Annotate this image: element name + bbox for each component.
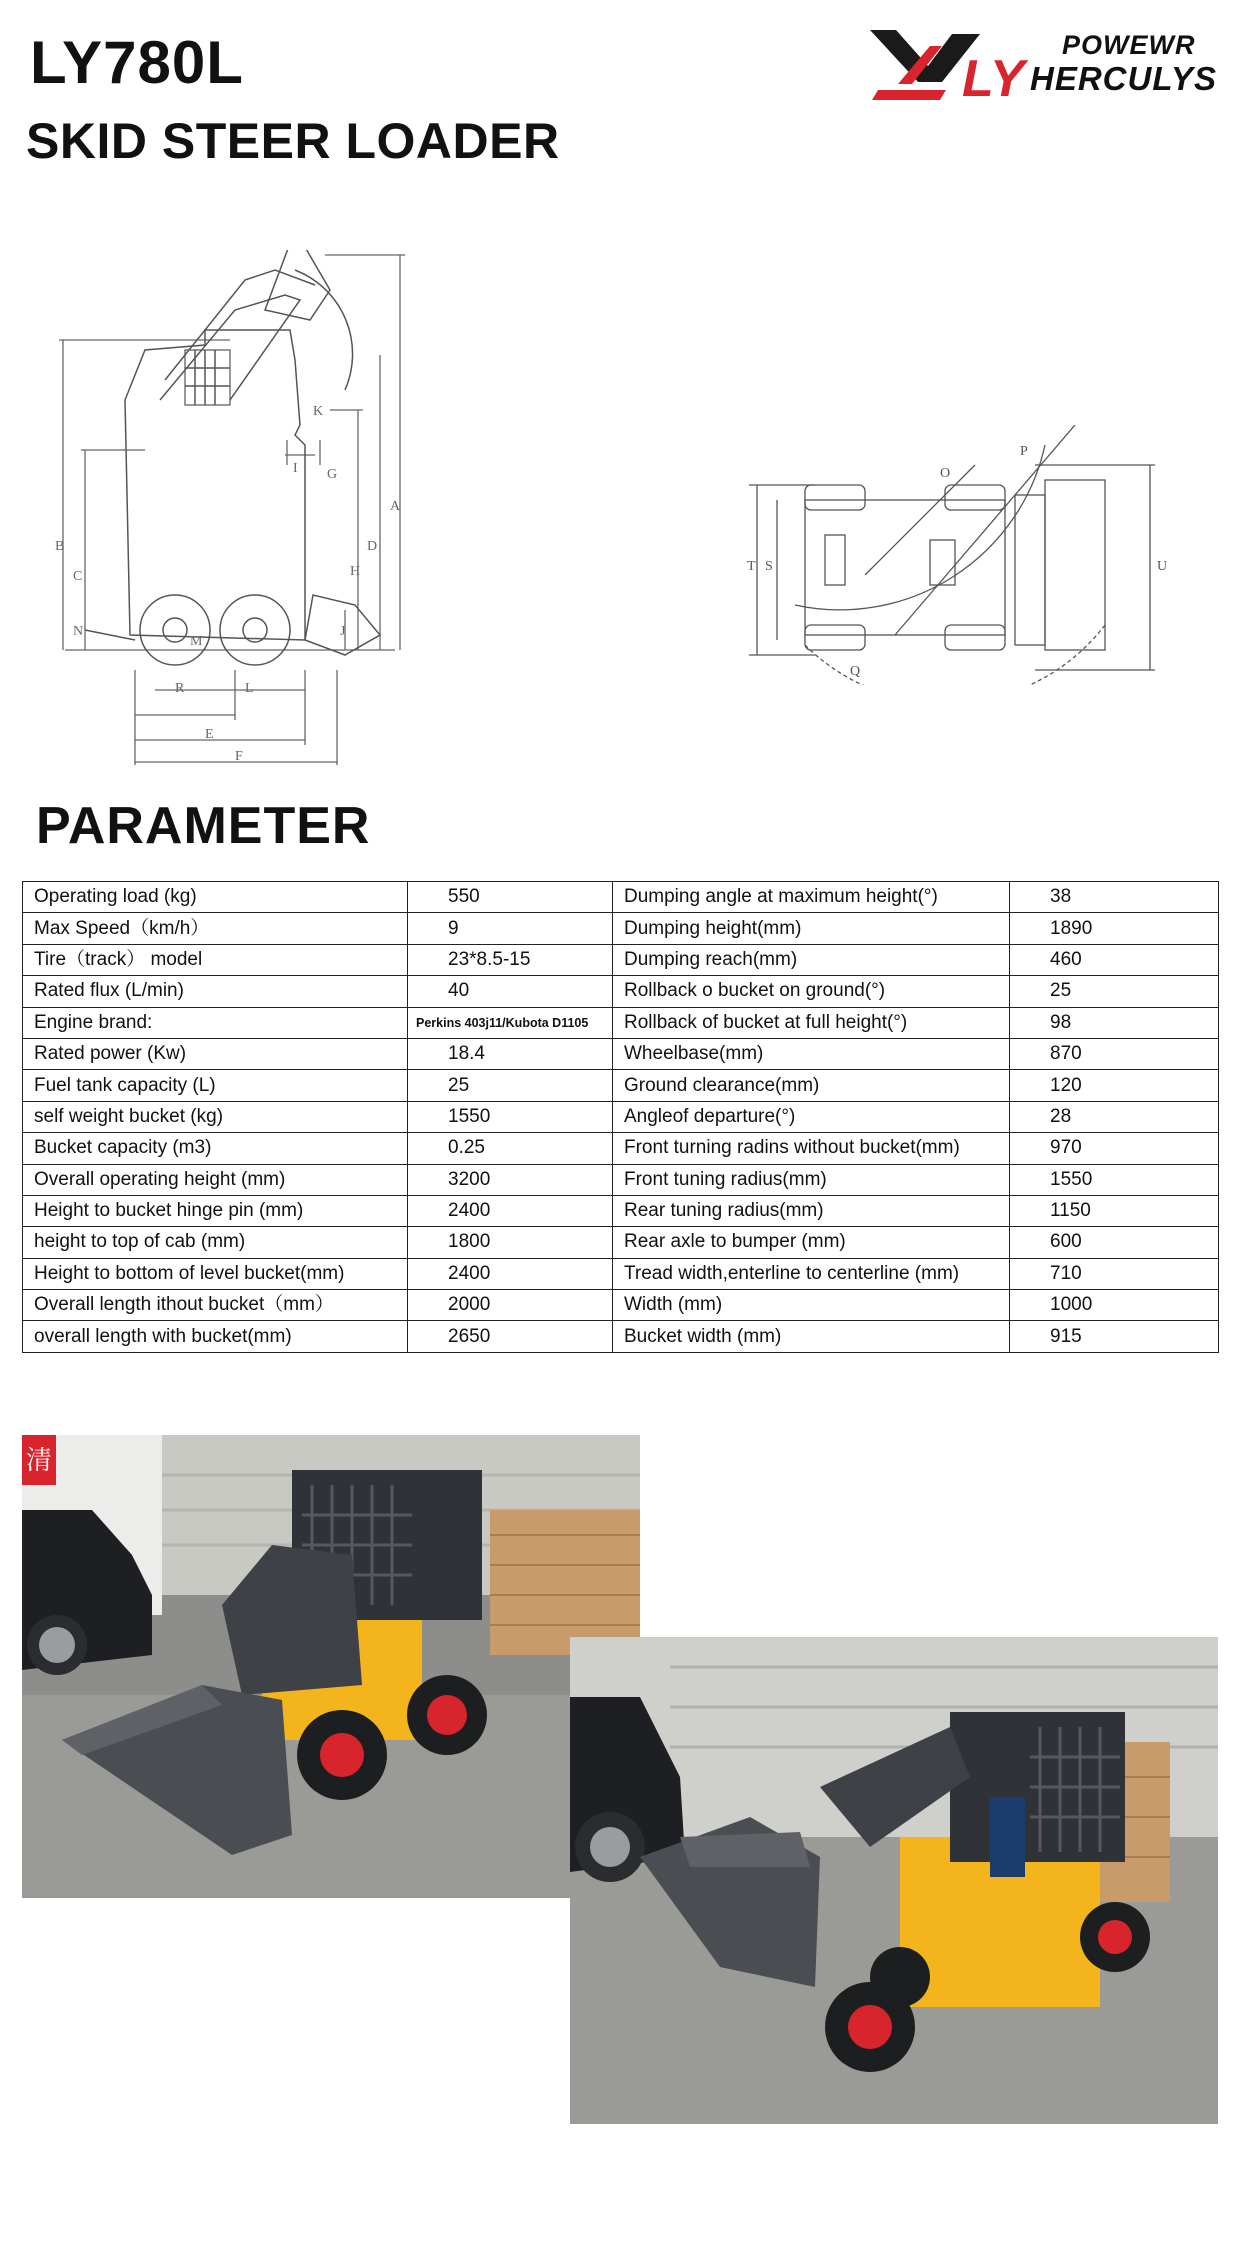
param-value: 9 (408, 913, 613, 944)
top-view-drawing (745, 425, 1195, 685)
param-value: 25 (408, 1070, 613, 1101)
dim-label: P (1020, 444, 1028, 459)
param-label: height to top of cab (mm) (23, 1227, 408, 1258)
param-label: Engine brand: (23, 1007, 408, 1038)
top-view-letters (747, 444, 1167, 679)
parameter-row (23, 1258, 1219, 1289)
param-label: Overall length ithout bucket（mm） (23, 1290, 408, 1321)
param-label: Width (mm) (613, 1290, 1010, 1321)
parameter-row (23, 1007, 1219, 1038)
param-value: 38 (1010, 882, 1219, 913)
param-value: 915 (1010, 1321, 1219, 1352)
param-value: 18.4 (408, 1038, 613, 1069)
param-value: 2400 (408, 1258, 613, 1289)
logo-mark-text: LY (962, 50, 1025, 106)
param-label: Dumping height(mm) (613, 913, 1010, 944)
param-label: Rear axle to bumper (mm) (613, 1227, 1010, 1258)
param-value: 1890 (1010, 913, 1219, 944)
parameter-row (23, 1038, 1219, 1069)
param-value: 2400 (408, 1195, 613, 1226)
param-value: 600 (1010, 1227, 1219, 1258)
parameter-row (23, 1164, 1219, 1195)
param-label: Bucket width (mm) (613, 1321, 1010, 1352)
param-value: 40 (408, 976, 613, 1007)
dim-label: S (765, 559, 773, 574)
parameter-row (23, 1070, 1219, 1101)
dim-label: N (73, 624, 84, 639)
param-label: Rear tuning radius(mm) (613, 1195, 1010, 1226)
param-value: 23*8.5-15 (408, 944, 613, 975)
param-label: overall length with bucket(mm) (23, 1321, 408, 1352)
param-value: 120 (1010, 1070, 1219, 1101)
dim-label: K (313, 404, 324, 419)
param-label: Rated power (Kw) (23, 1038, 408, 1069)
top-view-outline (749, 425, 1155, 685)
dim-label: D (367, 539, 378, 554)
param-value: 2650 (408, 1321, 613, 1352)
brand-line2: HERCULYS (1030, 60, 1218, 97)
param-value: 28 (1010, 1101, 1219, 1132)
dim-label: E (205, 727, 214, 742)
param-label: Rated flux (L/min) (23, 976, 408, 1007)
product-photo-operator (570, 1637, 1218, 2124)
param-label: Angleof departure(°) (613, 1101, 1010, 1132)
warehouse-sign-text: 清 (26, 1446, 53, 1476)
param-label: Height to bottom of level bucket(mm) (23, 1258, 408, 1289)
dim-label: U (1157, 559, 1168, 574)
param-value: 710 (1010, 1258, 1219, 1289)
param-label: Tire（track） model (23, 944, 408, 975)
dim-label: M (190, 634, 203, 649)
dim-label: B (55, 539, 65, 554)
brand-line1: POWEWR (1062, 30, 1196, 60)
param-value: 550 (408, 882, 613, 913)
parameter-row (23, 1321, 1219, 1352)
dim-label: L (245, 681, 254, 696)
model-title: LY780L (30, 29, 244, 96)
param-value: 25 (1010, 976, 1219, 1007)
param-label: Dumping reach(mm) (613, 944, 1010, 975)
param-value: 460 (1010, 944, 1219, 975)
param-label: Wheelbase(mm) (613, 1038, 1010, 1069)
param-value: 1000 (1010, 1290, 1219, 1321)
param-label: Ground clearance(mm) (613, 1070, 1010, 1101)
param-label: Front tuning radius(mm) (613, 1164, 1010, 1195)
param-value: 98 (1010, 1007, 1219, 1038)
dim-label: R (175, 681, 185, 696)
parameter-heading: PARAMETER (36, 797, 371, 855)
param-value: 0.25 (408, 1133, 613, 1164)
parameter-row (23, 1195, 1219, 1226)
dim-label: O (940, 466, 951, 481)
dim-label: F (235, 749, 243, 764)
param-label: Max Speed（km/h） (23, 913, 408, 944)
parameter-row (23, 913, 1219, 944)
parameter-row (23, 1290, 1219, 1321)
product-photo-front (22, 1435, 640, 1898)
param-value: 3200 (408, 1164, 613, 1195)
dim-label: H (350, 564, 361, 579)
parameter-row (23, 1133, 1219, 1164)
dim-label: T (747, 559, 756, 574)
param-label: Overall operating height (mm) (23, 1164, 408, 1195)
dim-label: A (390, 499, 401, 514)
dim-label: G (327, 467, 338, 482)
dimension-lines (59, 255, 405, 765)
param-label: Dumping angle at maximum height(°) (613, 882, 1010, 913)
param-value: 970 (1010, 1133, 1219, 1164)
param-label: Height to bucket hinge pin (mm) (23, 1195, 408, 1226)
parameter-table (22, 881, 1219, 1353)
param-label: Bucket capacity (m3) (23, 1133, 408, 1164)
product-subtitle: SKID STEER LOADER (26, 113, 560, 169)
param-value: 870 (1010, 1038, 1219, 1069)
parameter-row (23, 944, 1219, 975)
param-label: Front turning radins without bucket(mm) (613, 1133, 1010, 1164)
dim-label: J (340, 624, 346, 639)
dim-label: Q (850, 664, 861, 679)
dim-label: I (293, 461, 298, 476)
param-value: Perkins 403j11/Kubota D1105 (408, 1007, 613, 1038)
param-label: Rollback of bucket at full height(°) (613, 1007, 1010, 1038)
parameter-row (23, 976, 1219, 1007)
param-value: 2000 (408, 1290, 613, 1321)
param-value: 1800 (408, 1227, 613, 1258)
param-label: Fuel tank capacity (L) (23, 1070, 408, 1101)
param-label: Tread width,enterline to centerline (mm) (613, 1258, 1010, 1289)
param-label: Rollback o bucket on ground(°) (613, 976, 1010, 1007)
logo-red-bar (872, 90, 946, 100)
param-value: 1150 (1010, 1195, 1219, 1226)
loader-outline (85, 250, 380, 665)
parameter-row (23, 882, 1219, 913)
parameter-row (23, 1101, 1219, 1132)
dim-label: C (73, 569, 83, 584)
param-label: self weight bucket (kg) (23, 1101, 408, 1132)
param-value: 1550 (1010, 1164, 1219, 1195)
param-value: 1550 (408, 1101, 613, 1132)
param-label: Operating load (kg) (23, 882, 408, 913)
parameter-row (23, 1227, 1219, 1258)
side-view-drawing (55, 250, 595, 770)
dimension-letters (55, 404, 401, 764)
